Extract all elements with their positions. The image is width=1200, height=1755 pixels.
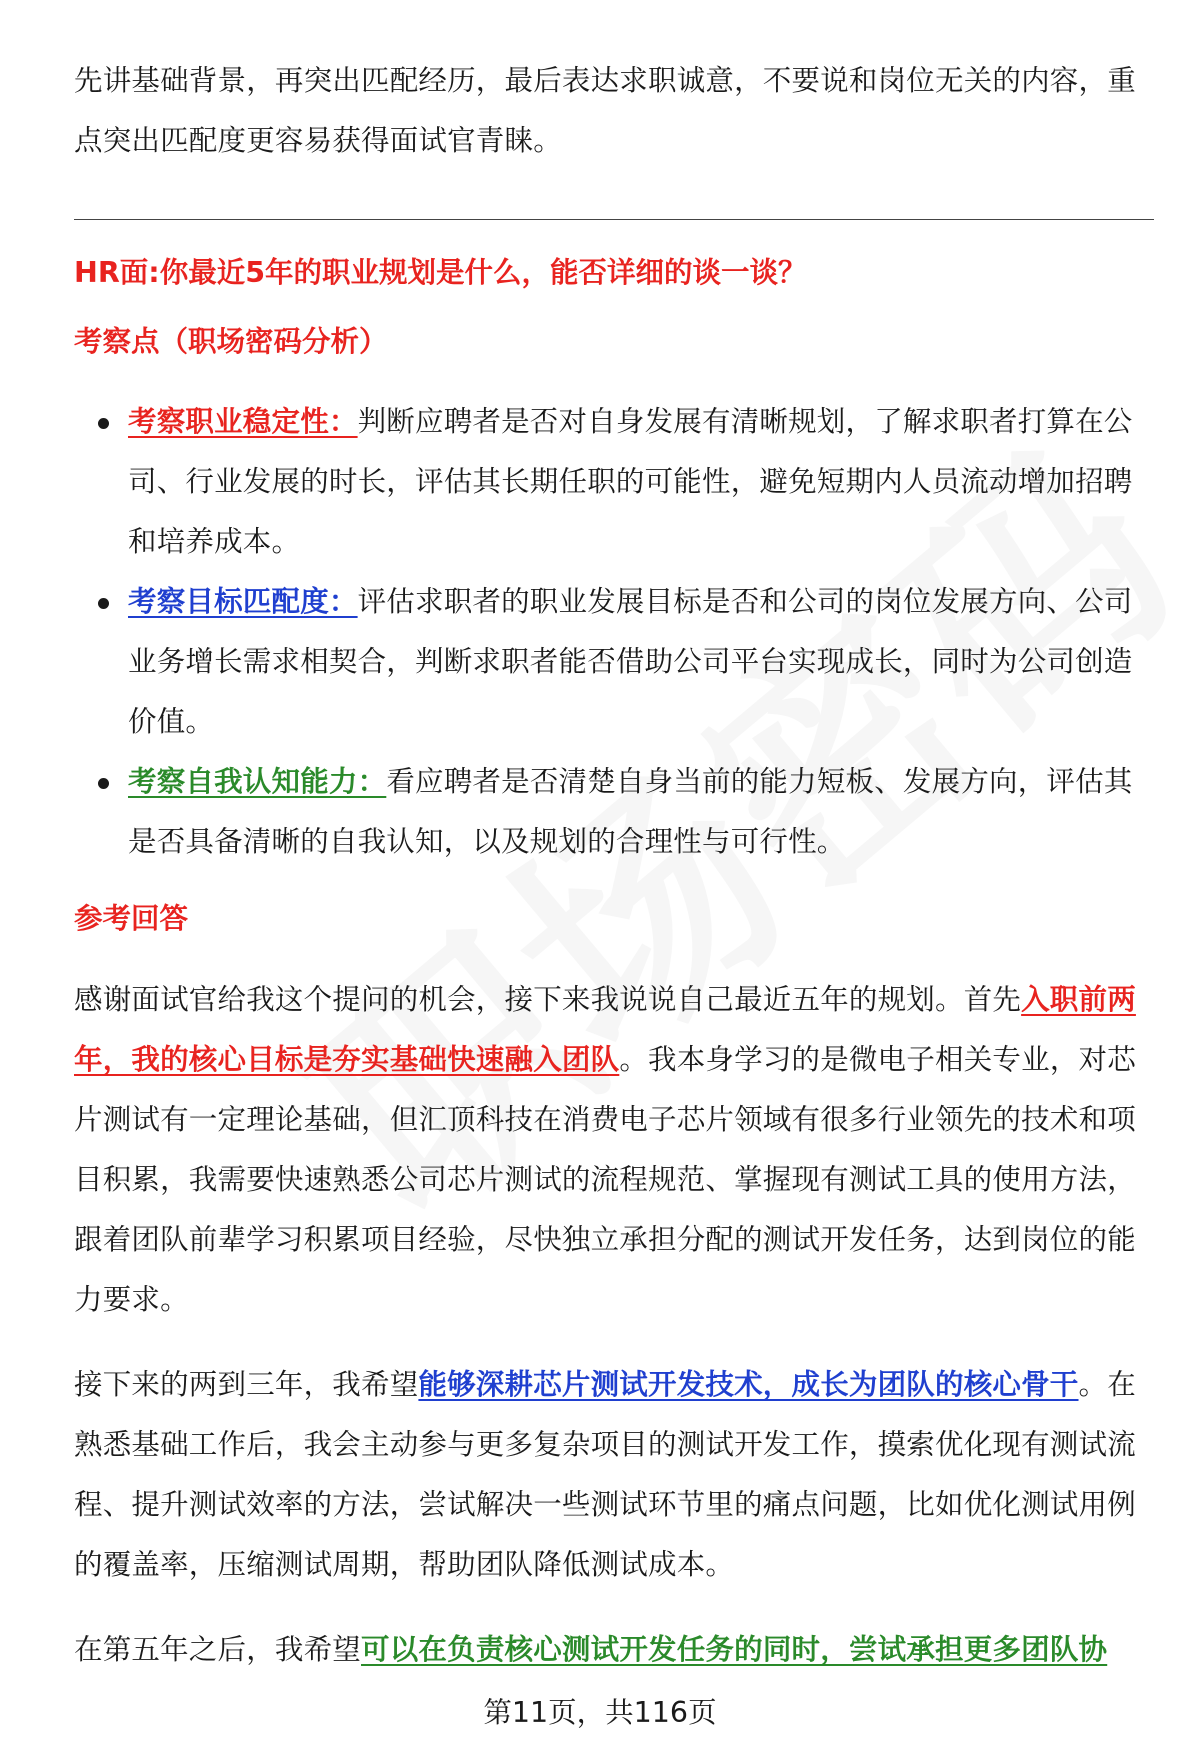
- answer-text: 在第五年之后，我希望: [74, 1633, 362, 1666]
- answer-highlight: 可以在负责核心测试开发任务的同时，尝试承担更多团队协: [361, 1633, 1108, 1666]
- assessment-text: 评估求职者的职业发展目标是否和公司的岗位发展方向、公司业务增长需求相契合，判断求职者能否借助公司平台实现成长，同时为公司创造价值。: [128, 585, 1133, 738]
- answer-text: 。在熟悉基础工作后，我会主动参与更多复杂项目的测试开发工作，摸索优化现有测试流程、提升测试效率的方法，尝试解决一些测试环节里的痛点问题，比如优化测试用例的覆盖率，压缩测试周期，帮助团队降低测试成本。: [74, 1368, 1136, 1581]
- answer-paragraph: [74, 1355, 1154, 1595]
- list-item: [74, 752, 1154, 872]
- assessment-keyword: 考察自我认知能力：: [128, 765, 387, 798]
- answer-highlight: 能够深耕芯片测试开发技术，成长为团队的核心骨干: [418, 1368, 1079, 1401]
- answer-heading: 参考回答: [74, 902, 189, 935]
- answer-highlight: 入职前两年，我的核心目标是夯实基础快速融入团队: [74, 983, 1136, 1076]
- assessment-keyword: 考察目标匹配度：: [128, 585, 358, 618]
- intro-paragraph: 先讲基础背景，再突出匹配经历，最后表达求职诚意，不要说和岗位无关的内容，重点突出匹配度更容易获得面试官青睐。: [74, 64, 1136, 157]
- page-number: 第11页，共116页: [483, 1696, 717, 1729]
- answer-paragraph: [74, 1620, 1154, 1680]
- bullet-dot-icon: [98, 778, 109, 789]
- assessment-keyword: 考察职业稳定性：: [128, 405, 358, 438]
- answer-text: 。我本身学习的是微电子相关专业，对芯片测试有一定理论基础，但汇顶科技在消费电子芯片领域有很多行业领先的技术和项目积累，我需要快速熟悉公司芯片测试的流程规范、掌握现有测试工具的使用方法，跟着团队前辈学习积累项目经验，尽快独立承担分配的测试开发任务，达到岗位的能力要求。: [74, 1043, 1136, 1316]
- list-item: [74, 392, 1154, 572]
- answer-paragraph: [74, 970, 1154, 1330]
- assessment-text: 判断应聘者是否对自身发展有清晰规划，了解求职者打算在公司、行业发展的时长，评估其长期任职的可能性，避免短期内人员流动增加招聘和培养成本。: [128, 405, 1133, 558]
- bullet-dot-icon: [98, 418, 109, 429]
- assessment-text: 看应聘者是否清楚自身当前的能力短板、发展方向，评估其是否具备清晰的自我认知，以及规划的合理性与可行性。: [128, 765, 1133, 858]
- list-item: [74, 572, 1154, 752]
- assessment-heading: 考察点（职场密码分析）: [74, 325, 388, 358]
- answer-text: 接下来的两到三年，我希望: [74, 1368, 419, 1401]
- answer-text: 感谢面试官给我这个提问的机会，接下来我说说自己最近五年的规划。首先: [74, 983, 1022, 1016]
- bullet-dot-icon: [98, 598, 109, 609]
- section-divider: [74, 219, 1154, 220]
- question-title: HR面:你最近5年的职业规划是什么，能否详细的谈一谈？: [74, 256, 807, 289]
- assessment-list: [74, 392, 1154, 872]
